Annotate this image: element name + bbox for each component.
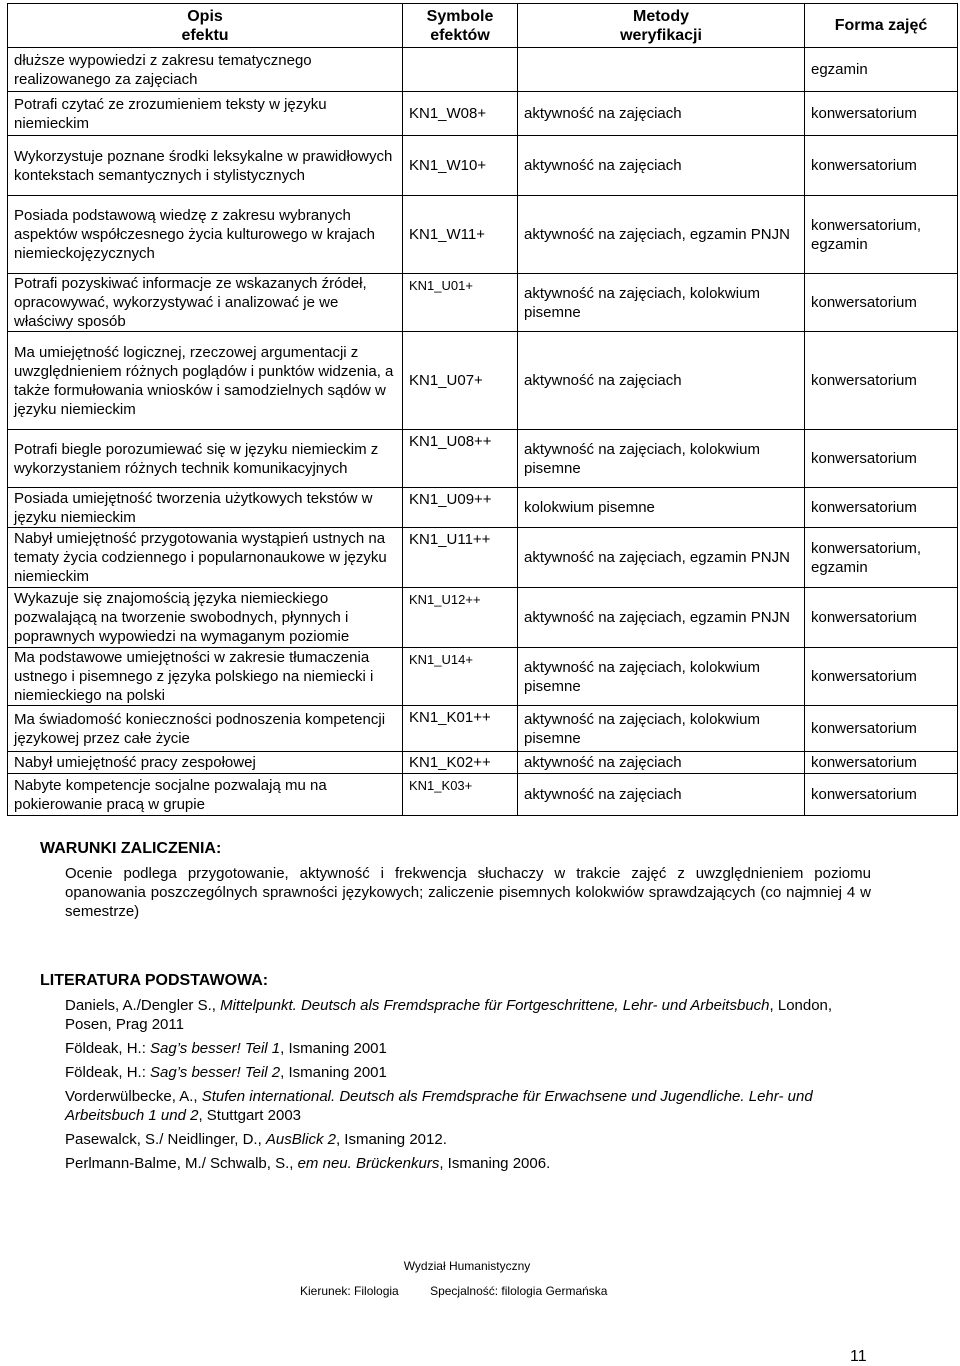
row-symbol: KN1_U12++: [403, 588, 518, 648]
literature-item: [65, 1039, 875, 1058]
row-symbol: KN1_W11+: [403, 196, 518, 274]
literature-publication: , Ismaning 2001: [280, 1064, 387, 1081]
row-verification: aktywność na zajęciach: [518, 136, 805, 196]
table-row: [8, 196, 958, 274]
row-description: Potrafi czytać ze zrozumieniem teksty w języku niemieckim: [8, 92, 403, 136]
row-form: konwersatorium: [805, 430, 958, 488]
row-form: konwersatorium: [805, 774, 958, 816]
row-verification: aktywność na zajęciach: [518, 92, 805, 136]
literature-authors: Vorderwülbecke, A.,: [65, 1088, 202, 1105]
literature-authors: Daniels, A./Dengler S.,: [65, 997, 221, 1014]
table-row: [8, 136, 958, 196]
header-description: [8, 4, 403, 48]
literature-title: LITERATURA PODSTAWOWA:: [40, 972, 269, 989]
literature-publication: , Ismaning 2001: [280, 1040, 387, 1057]
literature-authors: Földeak, H.:: [65, 1064, 151, 1081]
row-verification: [518, 48, 805, 92]
row-description: Posiada umiejętność tworzenia użytkowych tekstów w języku niemieckim: [8, 488, 403, 528]
row-form: konwersatorium: [805, 752, 958, 774]
row-symbol: KN1_U11++: [403, 528, 518, 588]
row-form: konwersatorium, egzamin: [805, 196, 958, 274]
conditions-text: Ocenie podlega przygotowanie, aktywność i frekwencja słuchaczy w trakcie zajęć z uwzględnieniem poziomu opanowania poszczególnych sprawności językowych; zaliczenie pisemnych kolokwiów sprawdzających (co najmniej 4 w semestrze): [65, 865, 871, 920]
row-form: egzamin: [805, 48, 958, 92]
row-description: Wykorzystuje poznane środki leksykalne w prawidłowych kontekstach semantycznych i stylistycznych: [8, 136, 403, 196]
literature-publication: , Ismaning 2006.: [439, 1155, 551, 1172]
row-form: konwersatorium: [805, 92, 958, 136]
literature-title-text: AusBlick 2: [265, 1131, 336, 1148]
literature-title-text: Sag’s besser! Teil 1: [150, 1040, 281, 1057]
literature-item: [65, 1087, 875, 1125]
row-symbol: KN1_U14+: [403, 648, 518, 706]
table-row: [8, 706, 958, 752]
header-verification-line2: weryfikacji: [620, 26, 702, 44]
header-form: Forma zajęć: [805, 4, 958, 48]
header-description-line2: efektu: [181, 26, 229, 44]
row-symbol: KN1_K02++: [403, 752, 518, 774]
row-verification: kolokwium pisemne: [518, 488, 805, 528]
row-description: Ma umiejętność logicznej, rzeczowej argumentacji z uwzględnieniem różnych poglądów i punktów widzenia, a także formułowania wniosków i samodzielnych sądów w języku niemieckim: [8, 332, 403, 430]
row-form: konwersatorium: [805, 588, 958, 648]
row-form: konwersatorium: [805, 332, 958, 430]
header-description-line1: Opis: [187, 7, 223, 25]
table-row: [8, 488, 958, 528]
conditions-title: WARUNKI ZALICZENIA:: [40, 840, 222, 857]
row-verification: aktywność na zajęciach, egzamin PNJN: [518, 196, 805, 274]
table-header-row: [8, 4, 958, 48]
literature-publication: , Ismaning 2012.: [335, 1131, 447, 1148]
row-symbol: KN1_K03+: [403, 774, 518, 816]
row-description: Nabył umiejętność przygotowania wystąpień ustnych na tematy życia codziennego i popularnonaukowe w języku niemieckim: [8, 528, 403, 588]
row-verification: aktywność na zajęciach, kolokwium pisemne: [518, 648, 805, 706]
row-description: Nabyte kompetencje socjalne pozwalają mu na pokierowanie pracą w grupie: [8, 774, 403, 816]
row-form: konwersatorium, egzamin: [805, 528, 958, 588]
table-row: [8, 528, 958, 588]
footer-line: [300, 1284, 635, 1298]
row-description: Potrafi pozyskiwać informacje ze wskazanych źródeł, opracowywać, wykorzystywać i analizować je we właściwy sposób: [8, 274, 403, 332]
row-description: Ma świadomość konieczności podnoszenia kompetencji językowej przez całe życie: [8, 706, 403, 752]
row-verification: aktywność na zajęciach, kolokwium pisemne: [518, 706, 805, 752]
footer-course: Kierunek: Filologia: [300, 1284, 399, 1298]
literature-publication: , London, Posen, Prag 2011: [65, 997, 833, 1033]
literature-authors: Földeak, H.:: [65, 1040, 151, 1057]
header-verification: [518, 4, 805, 48]
learning-outcomes-table: [7, 3, 958, 816]
row-form: konwersatorium: [805, 706, 958, 752]
row-symbol: KN1_W08+: [403, 92, 518, 136]
header-verification-line1: Metody: [633, 7, 689, 25]
row-symbol: KN1_U09++: [403, 488, 518, 528]
literature-item: [65, 1063, 875, 1082]
row-description: Nabył umiejętność pracy zespołowej: [8, 752, 403, 774]
literature-title-text: em neu. Brückenkurs: [297, 1155, 440, 1172]
row-verification: aktywność na zajęciach, kolokwium pisemne: [518, 274, 805, 332]
header-symbols: [403, 4, 518, 48]
row-description: Wykazuje się znajomością języka niemieckiego pozwalającą na tworzenie swobodnych, płynnych i poprawnych wypowiedzi na wymaganym poziomie: [8, 588, 403, 648]
row-form: konwersatorium: [805, 488, 958, 528]
literature-title-text: Mittelpunkt. Deutsch als Fremdsprache für Fortgeschrittene, Lehr- und Arbeitsbuch: [220, 997, 770, 1014]
row-form: konwersatorium: [805, 136, 958, 196]
row-symbol: KN1_W10+: [403, 136, 518, 196]
table-row: [8, 430, 958, 488]
table-row: [8, 274, 958, 332]
row-verification: aktywność na zajęciach: [518, 332, 805, 430]
row-symbol: KN1_K01++: [403, 706, 518, 752]
table-row: [8, 92, 958, 136]
row-symbol: KN1_U01+: [403, 274, 518, 332]
literature-item: [65, 1154, 875, 1173]
table-row: [8, 332, 958, 430]
row-verification: aktywność na zajęciach: [518, 752, 805, 774]
literature-item: [65, 996, 875, 1034]
row-symbol: KN1_U08++: [403, 430, 518, 488]
row-verification: aktywność na zajęciach, kolokwium pisemne: [518, 430, 805, 488]
row-description: Posiada podstawową wiedzę z zakresu wybranych aspektów współczesnego życia kulturowego w krajach niemieckojęzycznych: [8, 196, 403, 274]
row-form: konwersatorium: [805, 274, 958, 332]
row-description: Ma podstawowe umiejętności w zakresie tłumaczenia ustnego i pisemnego z języka polskiego na niemiecki i niemieckiego na polski: [8, 648, 403, 706]
literature-authors: Pasewalck, S./ Neidlinger, D.,: [65, 1131, 266, 1148]
literature-title-text: Stufen international. Deutsch als Fremdsprache für Erwachsene und Jugendliche. Lehr- und Arbeitsbuch 1 und 2: [65, 1088, 813, 1124]
footer-faculty: Wydział Humanistyczny: [403, 1259, 531, 1273]
table-row: [8, 648, 958, 706]
table-row: [8, 588, 958, 648]
row-symbol: KN1_U07+: [403, 332, 518, 430]
literature-list: [65, 996, 875, 1178]
row-description: dłuższe wypowiedzi z zakresu tematycznego realizowanego za zajęciach: [8, 48, 403, 92]
table-row: [8, 752, 958, 774]
row-verification: aktywność na zajęciach, egzamin PNJN: [518, 528, 805, 588]
table-row: [8, 774, 958, 816]
literature-title-text: Sag’s besser! Teil 2: [150, 1064, 281, 1081]
literature-item: [65, 1130, 875, 1149]
literature-publication: , Stuttgart 2003: [198, 1107, 302, 1124]
header-symbols-line2: efektów: [430, 26, 490, 44]
row-verification: aktywność na zajęciach, egzamin PNJN: [518, 588, 805, 648]
literature-authors: Perlmann-Balme, M./ Schwalb, S.,: [65, 1155, 298, 1172]
table-row: [8, 48, 958, 92]
row-description: Potrafi biegle porozumiewać się w języku niemieckim z wykorzystaniem różnych technik komunikacyjnych: [8, 430, 403, 488]
row-form: konwersatorium: [805, 648, 958, 706]
footer-specialty: Specjalność: filologia Germańska: [430, 1284, 608, 1298]
row-symbol: [403, 48, 518, 92]
row-verification: aktywność na zajęciach: [518, 774, 805, 816]
page-number: 11: [850, 1348, 867, 1365]
header-symbols-line1: Symbole: [426, 7, 494, 25]
